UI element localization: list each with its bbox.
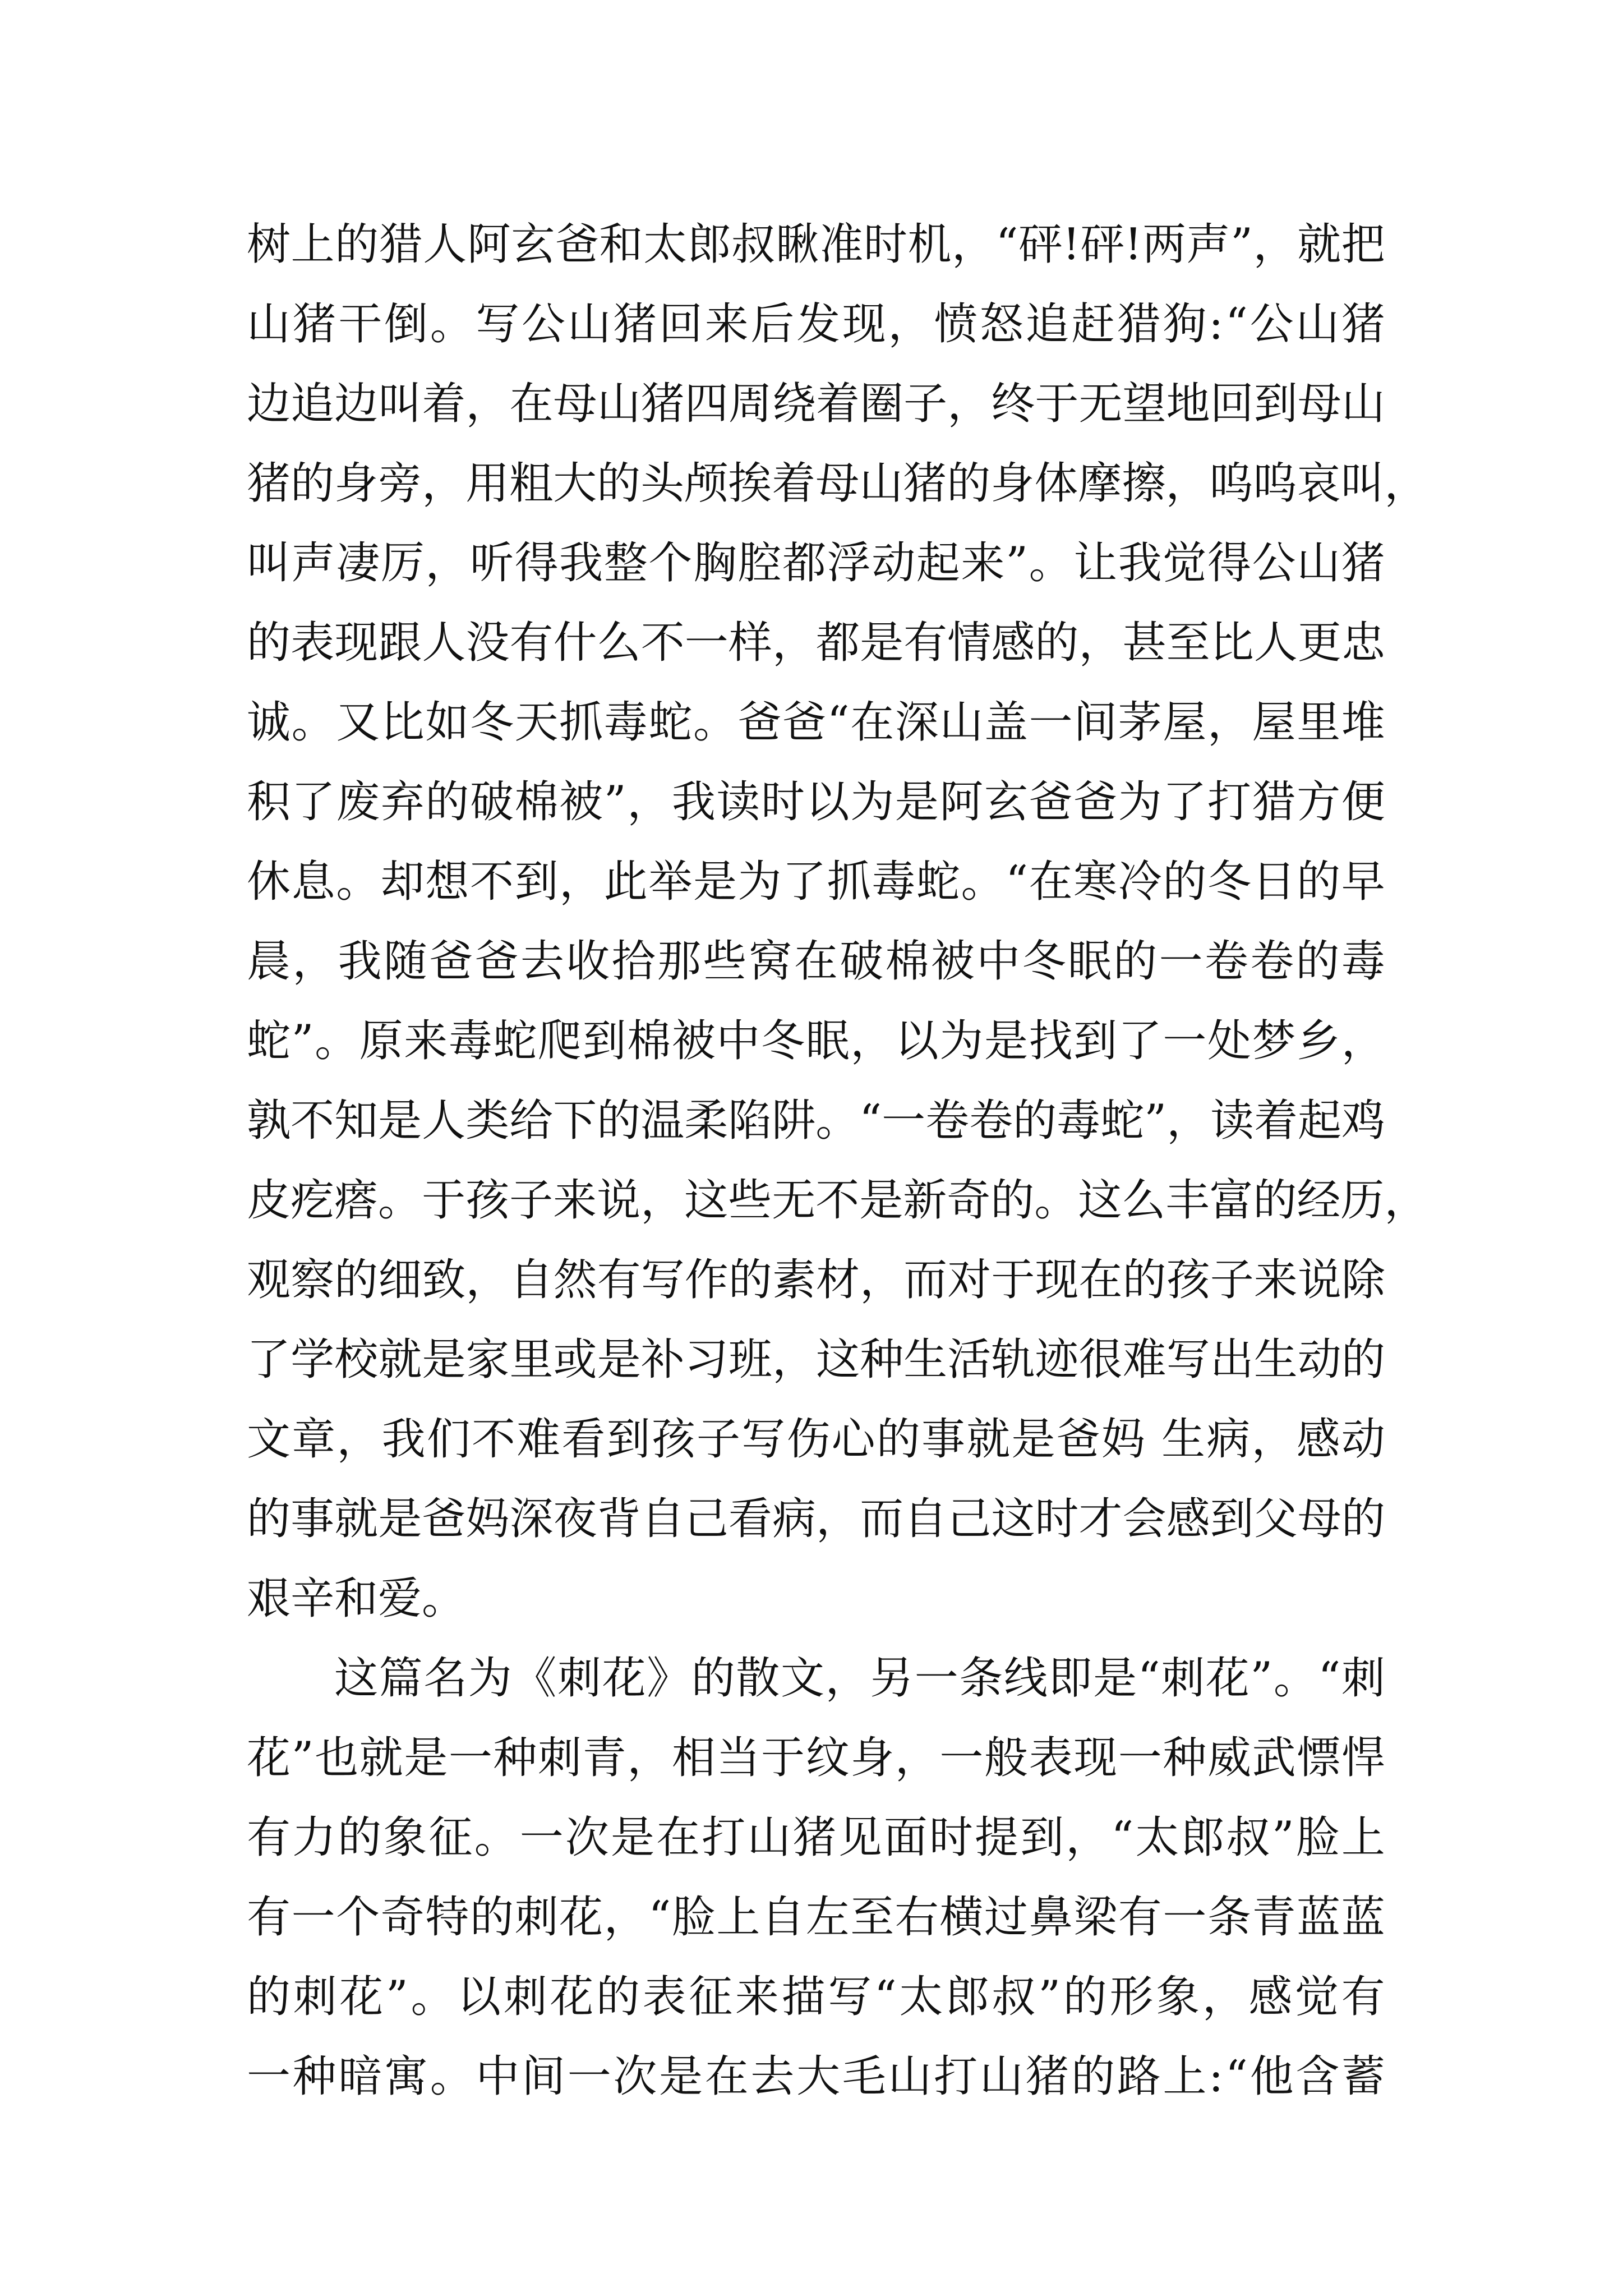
text-line: 有 一 个 奇 特 的 刺 花 ， “ 脸 上 自 左 至 右 横 过 鼻 梁 有 一 条 青 蓝 蓝 <box>247 1892 1385 1943</box>
text-line: 孰 不 知 是 人 类 给 下 的 温 柔 陷 阱 。 “ 一 卷 卷 的 毒 蛇 ” ， 读 着 起 鸡 <box>247 1096 1386 1146</box>
text-line: 叫 声 凄 厉 ， 听 得 我 整 个 胸 腔 都 浮 动 起 来 ” 。 让 我 觉 得 公 山 猪 <box>247 538 1385 588</box>
text-line: 积 了 废 弃 的 破 棉 被 ” ， 我 读 时 以 为 是 阿 玄 爸 爸 为 了 打 猎 方 便 <box>247 777 1385 827</box>
text-line: 一 种 暗 寓 。 中 间 一 次 是 在 去 大 毛 山 打 山 猪 的 路 上 : “ 他 含 蓄 <box>247 2051 1385 2102</box>
text-line: 这 篇 名 为 《 刺 花 》 的 散 文 ， 另 一 条 线 即 是 “ 刺 花 ” 。 “ 刺 <box>334 1653 1385 1704</box>
text-line: 休 息 。 却 想 不 到 ， 此 举 是 为 了 抓 毒 蛇 。 “ 在 寒 冷 的 冬 日 的 早 <box>247 857 1385 907</box>
text-line: 的 事 就 是 爸 妈 深 夜 背 自 己 看 病 ， 而 自 己 这 时 才 会 感 到 父 母 的 <box>247 1494 1385 1544</box>
text-line: 花 ” 也 就 是 一 种 刺 青 ， 相 当 于 纹 身 ， 一 般 表 现 一 种 威 武 慓 悍 <box>247 1733 1385 1783</box>
text-line: 文 章 ， 我 们 不 难 看 到 孩 子 写 伤 心 的 事 就 是 爸 妈 生 病 ， 感 动 <box>247 1414 1385 1465</box>
text-line: 树 上 的 猎 人 阿 玄 爸 和 太 郎 叔 瞅 准 时 机 ， “ 砰 ! 砰 ! 两 声 ” ， 就 把 <box>247 219 1385 270</box>
text-line: 山 猪 干 倒 。 写 公 山 猪 回 来 后 发 现 ， 愤 怒 追 赶 猎 狗 : “ 公 山 猪 <box>247 299 1385 349</box>
text-line: 晨 ， 我 随 爸 爸 去 收 拾 那 些 窝 在 破 棉 被 中 冬 眠 的 一 卷 卷 的 毒 <box>247 936 1385 987</box>
text-line: 有 力 的 象 征 。 一 次 是 在 打 山 猪 见 面 时 提 到 ， “ 太 郎 叔 ” 脸 上 <box>247 1812 1385 1863</box>
text-line: 诚 。 又 比 如 冬 天 抓 毒 蛇 。 爸 爸 “ 在 深 山 盖 一 间 茅 屋 ， 屋 里 堆 <box>247 697 1385 748</box>
text-line: 艰辛和爱。 <box>247 1573 466 1624</box>
text-line: 的 表 现 跟 人 没 有 什 么 不 一 样 ， 都 是 有 情 感 的 ， 甚 至 比 人 更 忠 <box>247 618 1385 668</box>
text-line: 皮 疙 瘩 。 于 孩 子 来 说 ， 这 些 无 不 是 新 奇 的 。 这 么 丰 富 的 经 历 ， <box>247 1175 1428 1226</box>
text-line: 的 刺 花 ” 。 以 刺 花 的 表 征 来 描 写 “ 太 郎 叔 ” 的 形 象 ， 感 觉 有 <box>247 1972 1385 2022</box>
text-line: 观 察 的 细 致 ， 自 然 有 写 作 的 素 材 ， 而 对 于 现 在 的 孩 子 来 说 除 <box>247 1255 1385 1305</box>
text-line: 边 追 边 叫 着 ， 在 母 山 猪 四 周 绕 着 圈 子 ， 终 于 无 望 地 回 到 母 山 <box>247 379 1385 429</box>
body-text <box>247 205 1428 2116</box>
text-line: 了 学 校 就 是 家 里 或 是 补 习 班 ， 这 种 生 活 轨 迹 很 难 写 出 生 动 的 <box>247 1335 1385 1385</box>
text-line: 蛇 ” 。 原 来 毒 蛇 爬 到 棉 被 中 冬 眠 ， 以 为 是 找 到 了 一 处 梦 乡 ， <box>247 1016 1385 1066</box>
text-line: 猪 的 身 旁 ， 用 粗 大 的 头 颅 挨 着 母 山 猪 的 身 体 摩 擦 ， 呜 呜 哀 叫 ， <box>247 458 1428 509</box>
